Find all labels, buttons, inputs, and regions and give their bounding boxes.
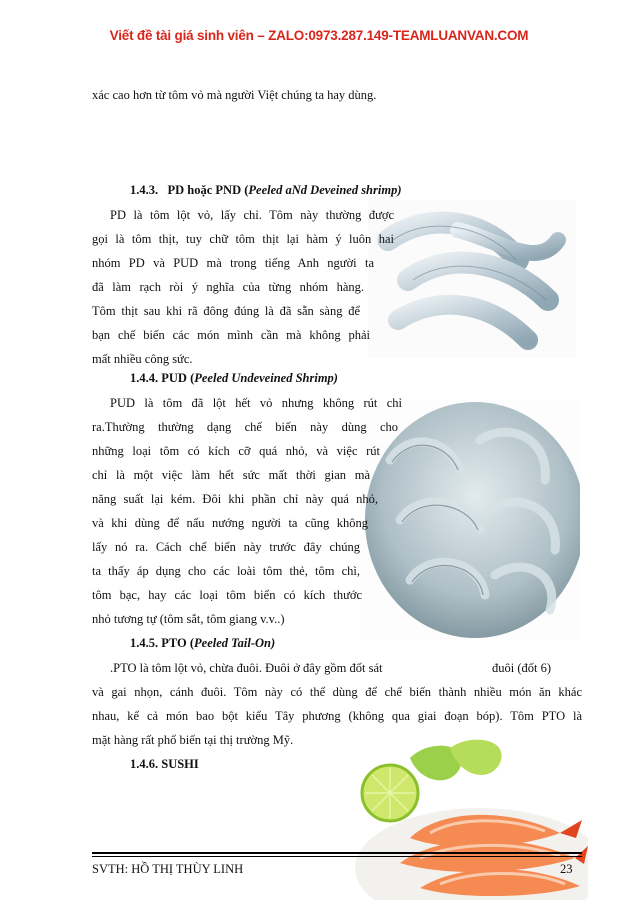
para-line: .PTO là tôm lột vỏ, chừa đuôi. Đuôi ở đây gồm đốt sát <box>110 661 383 675</box>
footer-rule-thin <box>92 856 582 857</box>
footer-rule <box>92 852 582 854</box>
page-header <box>0 28 638 43</box>
para-line: nhau, kể cả món bao bột kiểu Tây phương (không qua giai đoạn bóp). Tôm PTO là <box>92 709 582 723</box>
footer-author: SVTH: HỒ THỊ THÙY LINH <box>92 862 244 876</box>
section-title: PD hoặc PND ( <box>167 183 249 197</box>
para-line: PD là tôm lột vỏ, lấy chỉ. Tôm này thường được <box>110 208 394 222</box>
para-line: bạn chế biến các món mình cần mà không phải <box>92 328 370 342</box>
para-line: chỉ là một việc làm hết sức mất thời gian mà <box>92 468 370 482</box>
intro-line: xác cao hơn từ tôm vỏ mà người Việt chúng ta hay dùng. <box>92 88 377 102</box>
para-line: và khi dùng để nấu nướng người ta cũng không <box>92 516 368 530</box>
section-1-4-3-title <box>130 183 401 198</box>
para-line: PUD là tôm đã lột hết vỏ nhưng không rút chỉ <box>110 396 402 410</box>
header-zalo: ZALO:0973.287.149 <box>268 28 389 43</box>
section-title-en: Peeled Tail-On) <box>194 636 276 650</box>
para-line: nhỏ tương tự (tôm sắt, tôm giang v.v..) <box>92 612 285 626</box>
header-site: -TEAMLUANVAN.COM <box>388 28 529 43</box>
section-number: 1.4.3. <box>130 183 159 197</box>
para-line: lấy nó ra. Cách chế biến này trước đây chúng <box>92 540 360 554</box>
para-line: gọi là tôm thịt, tuy chữ tôm thịt lại hàm ý luôn hai <box>92 232 394 246</box>
section-1-4-4-title <box>130 371 338 386</box>
shrimp-image-pd <box>368 200 576 358</box>
para-line: mặt hàng rất phổ biến tại thị trường Mỹ. <box>92 733 294 747</box>
header-text-1: Viết đề tài giá sinh viên – <box>109 28 269 43</box>
shrimp-image-pud <box>360 400 580 640</box>
para-line-end: đuôi (đốt 6) <box>492 661 552 675</box>
para-line: mất nhiều công sức. <box>92 352 193 366</box>
para-line: những loại tôm có kích cỡ quá nhỏ, và việc rút <box>92 444 380 458</box>
para-line: Tôm thịt sau khi rã đông đúng là đã sẵn sàng để <box>92 304 360 318</box>
para-line: tôm bạc, hay các loại tôm biển có kích thước <box>92 588 362 602</box>
para-line: nhóm PD và PUD mà trong tiếng Anh người ta <box>92 256 374 270</box>
section-title-en: Peeled aNd Deveined shrimp) <box>248 183 402 197</box>
page-number: 23 <box>560 862 573 876</box>
section-title-en: Peeled Undeveined Shrimp) <box>194 371 338 385</box>
section-1-4-6-title: 1.4.6. SUSHI <box>130 757 199 771</box>
shrimp-image-sushi <box>350 738 588 900</box>
para-line: đã làm rạch ròi ý nghĩa của từng nhóm hàng. <box>92 280 364 294</box>
para-line: ra.Thường thường dạng chế biến này dùng cho <box>92 420 398 434</box>
section-title: 1.4.5. PTO ( <box>130 636 195 650</box>
para-line: và gai nhọn, cánh đuôi. Tôm này có thể dùng để chế biến thành nhiều món ăn khác <box>92 685 582 699</box>
section-title: 1.4.4. PUD ( <box>130 371 195 385</box>
section-1-4-5-title <box>130 636 275 651</box>
para-line: ta thấy áp dụng cho các loài tôm thẻ, tôm chì, <box>92 564 360 578</box>
para-line: năng suất lại kém. Đôi khi phần chỉ này quá nhỏ, <box>92 492 378 506</box>
